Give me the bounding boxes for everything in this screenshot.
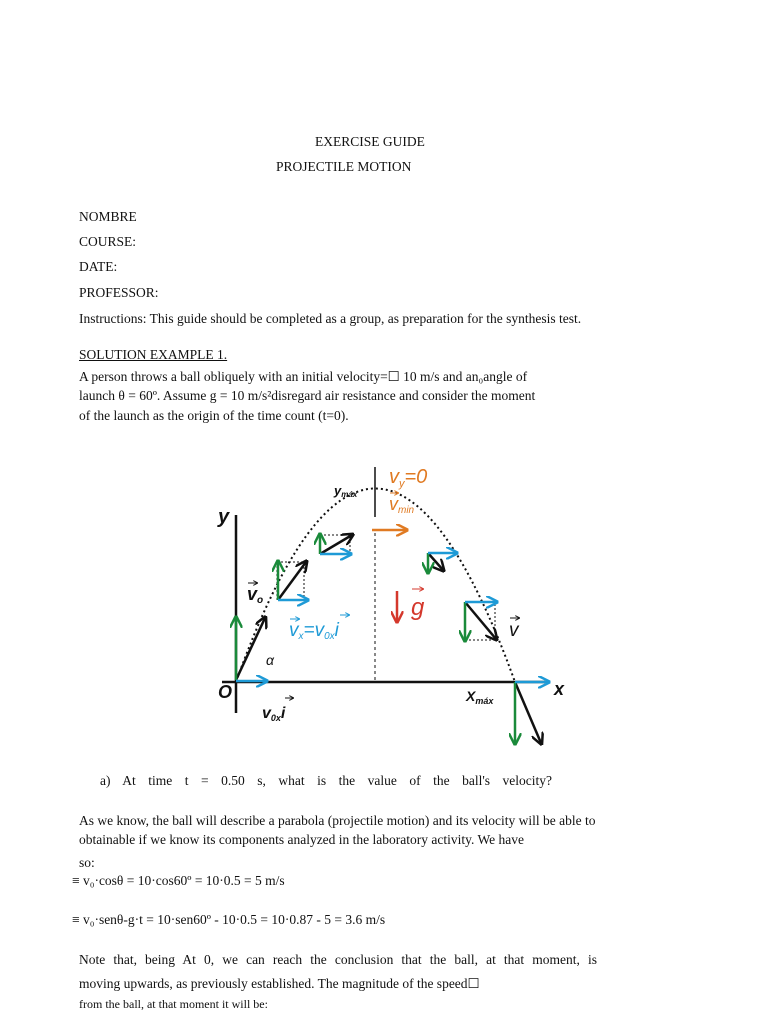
body-line-2: obtainable if we know its components analyzed in the laboratory activity. We have: [79, 832, 525, 847]
vmin-label: vmin: [389, 494, 415, 516]
note-line-3: from the ball, at that moment it will be:: [79, 997, 268, 1011]
equation-vy: ≡ v₀·senθ-g·t = 10·sen60º - 10·0.5 = 10·0.87 - 5 = 3.6 m/s: [72, 912, 386, 927]
example-line-1: A person throws a ball obliquely with an initial velocity=☐ 10 m/s and an₀angle of: [79, 369, 528, 384]
origin-label: O: [218, 682, 233, 702]
name-field-label: NOMBRE: [79, 209, 137, 224]
vx-label: vx=v0xi: [289, 620, 339, 642]
professor-field-label: PROFESSOR:: [79, 285, 159, 300]
body-line-3: so:: [79, 855, 95, 870]
v-label: v: [509, 620, 519, 641]
xmax-label: $X_{máx}$: [466, 688, 494, 706]
example-heading: SOLUTION EXAMPLE 1.: [79, 347, 228, 362]
projectile-diagram: [0, 455, 768, 755]
alpha-label: α: [266, 652, 274, 668]
v0x-i-label: v0xi: [262, 705, 286, 723]
example-line-3: of the launch as the origin of the time count (t=0).: [79, 408, 349, 423]
note-line-2: moving upwards, as previously established. The magnitude of the speed☐: [79, 976, 480, 991]
v0-label: vo: [247, 584, 264, 606]
note-line-1: Note that, being At 0, we can reach the conclusion that the ball, at that moment, is: [79, 952, 597, 967]
point3-v-arrow: [320, 535, 352, 554]
point2-v-arrow: [278, 562, 306, 600]
course-field-label: COURSE:: [79, 234, 137, 249]
vy-zero-label: $v_y=0$: [389, 466, 428, 490]
page-subtitle: PROJECTILE MOTION: [276, 159, 412, 174]
equation-vx: ≡ v₀·cosθ = 10·cos60º = 10·0.5 = 5 m/s: [72, 873, 285, 888]
landing-v-arrow: [515, 682, 541, 743]
question-a: a) At time t = 0.50 s, what is the value of the ball's velocity?: [100, 773, 552, 788]
body-line-1: As we know, the ball will describe a parabola (projectile motion) and its velocity will be able to: [79, 813, 596, 828]
instructions-text: Instructions: This guide should be completed as a group, as preparation for the synthesis test.: [79, 311, 582, 326]
v0-arrow: [236, 618, 265, 680]
date-field-label: DATE:: [79, 259, 118, 274]
y-axis-label: y: [218, 506, 230, 528]
ymax-label: ymáx: [334, 483, 358, 499]
point4-v-arrow: [428, 553, 443, 570]
page-title: EXERCISE GUIDE: [315, 134, 425, 149]
example-line-2: launch θ = 60º. Assume g = 10 m/s²disregard air resistance and consider the moment: [79, 388, 536, 403]
x-axis-label: x: [554, 679, 565, 699]
g-label: g: [411, 594, 425, 621]
point5-v-arrow: [465, 602, 496, 639]
